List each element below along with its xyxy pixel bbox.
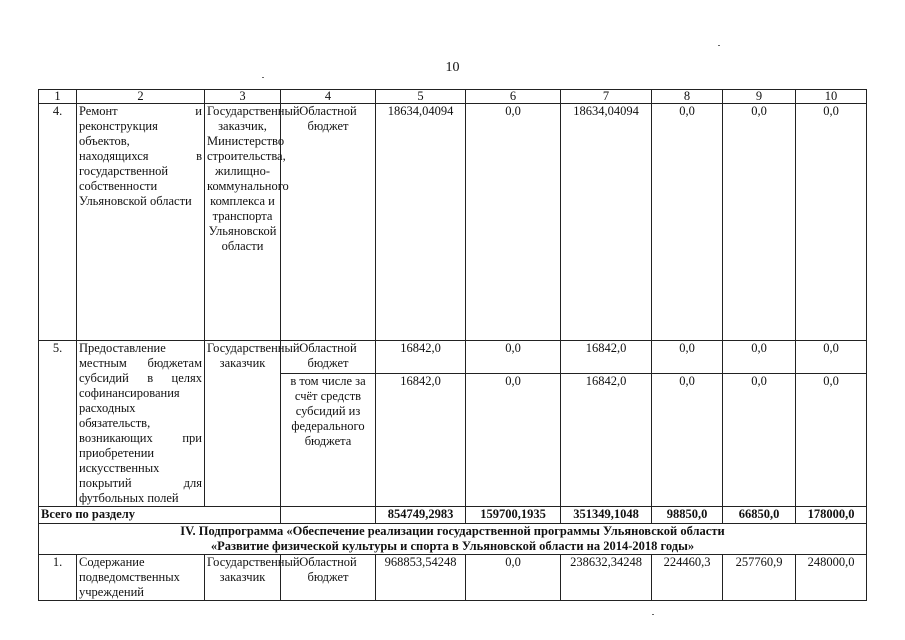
customer: Государственный заказчик, Министерство строительства, жилищно-коммунального комплекса и транспорта Ульяновской области	[205, 104, 281, 341]
total-value: 98850,0	[652, 507, 723, 524]
col-header: 4	[281, 90, 376, 104]
col-header: 2	[77, 90, 205, 104]
funding-source: Областной бюджет	[281, 555, 376, 601]
funding-source: Областной бюджет	[281, 341, 376, 374]
row-number: 5.	[39, 341, 77, 507]
value-cell: 16842,0	[561, 374, 652, 507]
empty-cell	[281, 507, 376, 524]
table-row	[39, 341, 867, 374]
column-number-row	[39, 90, 867, 104]
value-cell: 18634,04094	[376, 104, 466, 341]
page-number: 10	[445, 60, 460, 75]
total-value: 351349,1048	[561, 507, 652, 524]
col-header: 9	[723, 90, 796, 104]
value-cell: 0,0	[652, 374, 723, 507]
customer: Государственный заказчик	[205, 341, 281, 507]
subprogram-heading-line: IV. Подпрограмма «Обеспечение реализации государственной программы Ульяновской области	[180, 524, 725, 538]
customer: Государственный заказчик	[205, 555, 281, 601]
funding-source: в том числе за счёт средств субсидий из федерального бюджета	[281, 374, 376, 507]
value-cell: 0,0	[466, 374, 561, 507]
total-value: 66850,0	[723, 507, 796, 524]
col-header: 10	[796, 90, 867, 104]
value-cell: 257760,9	[723, 555, 796, 601]
scan-speck	[718, 45, 720, 46]
table-row	[39, 555, 867, 601]
total-value: 159700,1935	[466, 507, 561, 524]
total-label: Всего по разделу	[39, 507, 281, 524]
value-cell: 0,0	[723, 341, 796, 374]
value-cell: 0,0	[796, 104, 867, 341]
scan-speck	[262, 77, 264, 78]
value-cell: 0,0	[466, 104, 561, 341]
value-cell: 0,0	[796, 341, 867, 374]
value-cell: 0,0	[796, 374, 867, 507]
activity-name: Предоставление местным бюджетам субсидий в целях софинансирования расходных обязательств, возникающих при приобретении искусственных покрытий для футбольных полей	[77, 341, 205, 507]
scan-speck	[652, 614, 654, 615]
row-number: 4.	[39, 104, 77, 341]
value-cell: 0,0	[723, 374, 796, 507]
subprogram-heading-line: «Развитие физической культуры и спорта в Ульяновской области на 2014-2018 годы»	[210, 539, 695, 553]
total-value: 854749,2983	[376, 507, 466, 524]
value-cell: 0,0	[466, 555, 561, 601]
value-cell: 238632,34248	[561, 555, 652, 601]
value-cell: 224460,3	[652, 555, 723, 601]
col-header: 6	[466, 90, 561, 104]
value-cell: 968853,54248	[376, 555, 466, 601]
table-row	[39, 104, 867, 341]
col-header: 8	[652, 90, 723, 104]
row-number: 1.	[39, 555, 77, 601]
value-cell: 16842,0	[561, 341, 652, 374]
value-cell: 16842,0	[376, 374, 466, 507]
section-total-row	[39, 507, 867, 524]
value-cell: 248000,0	[796, 555, 867, 601]
subprogram-heading	[39, 524, 867, 555]
value-cell: 16842,0	[376, 341, 466, 374]
col-header: 5	[376, 90, 466, 104]
value-cell: 0,0	[652, 104, 723, 341]
activity-name: Содержание подведомственных учреждений	[77, 555, 205, 601]
value-cell: 18634,04094	[561, 104, 652, 341]
col-header: 1	[39, 90, 77, 104]
value-cell: 0,0	[723, 104, 796, 341]
value-cell: 0,0	[466, 341, 561, 374]
funding-source: Областной бюджет	[281, 104, 376, 341]
budget-table	[38, 89, 867, 601]
col-header: 7	[561, 90, 652, 104]
subprogram-heading-row	[39, 524, 867, 555]
total-value: 178000,0	[796, 507, 867, 524]
activity-name: Ремонт и реконструкция объектов, находящихся в государственной собственности Ульяновской области	[77, 104, 205, 341]
value-cell: 0,0	[652, 341, 723, 374]
col-header: 3	[205, 90, 281, 104]
